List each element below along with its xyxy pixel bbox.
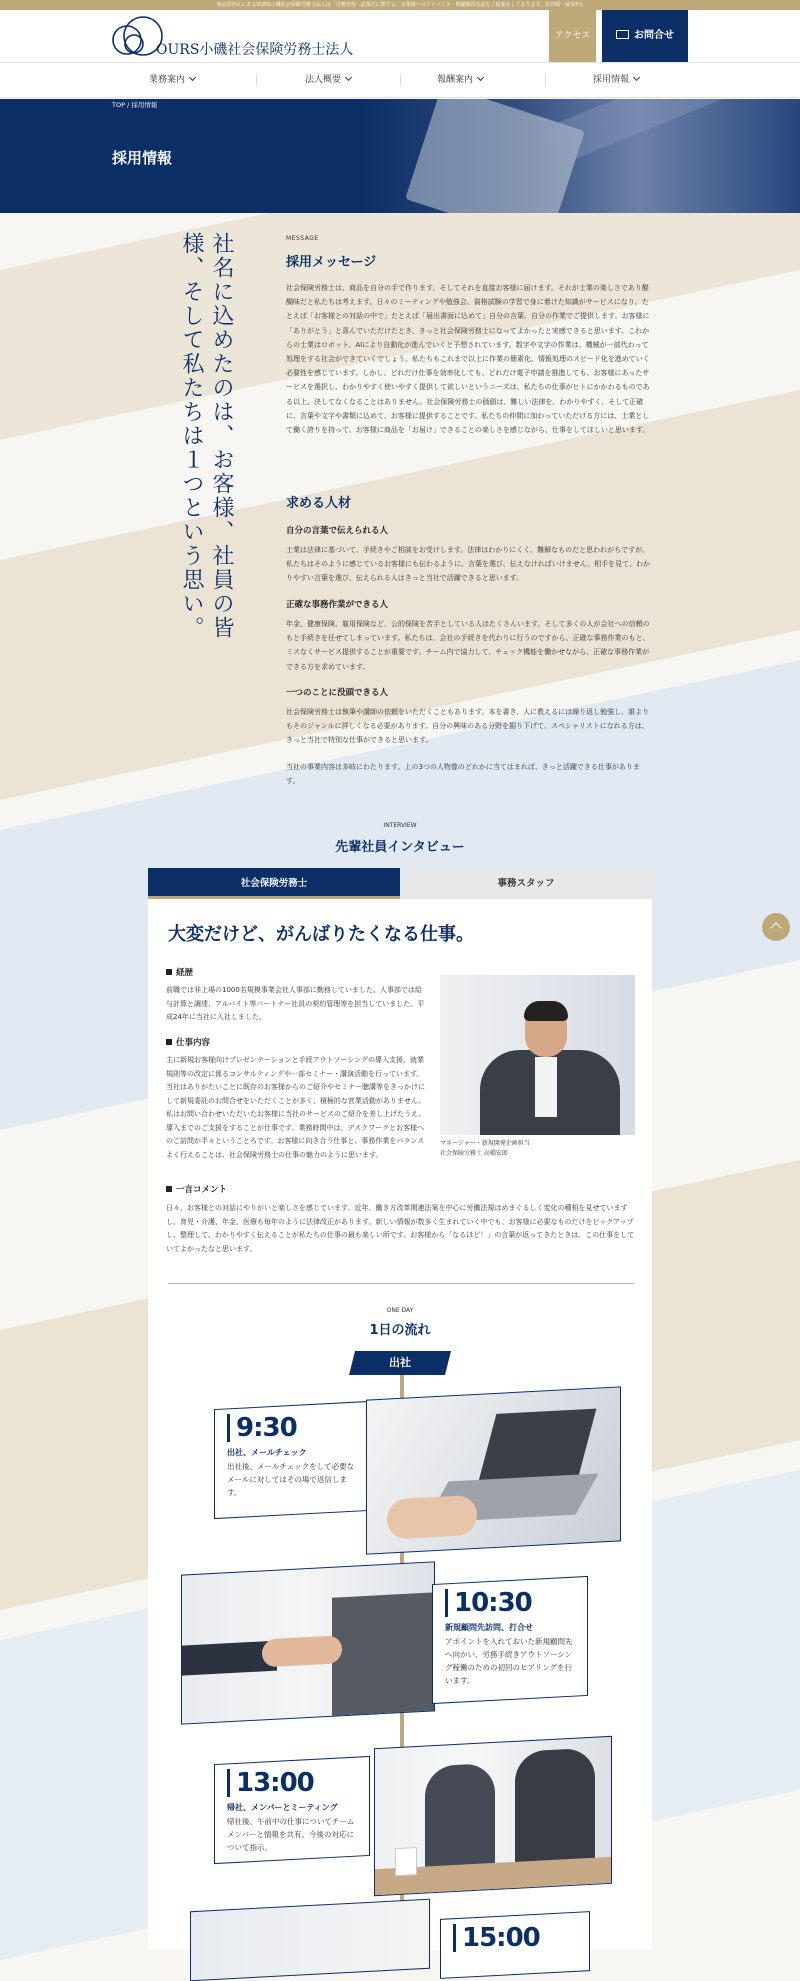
schedule-title: 帰社、メンバーとミーティング [227, 1803, 338, 1812]
contact-button[interactable] [602, 10, 688, 62]
schedule-photo [190, 1899, 430, 1981]
interview-title: 先輩社員インタビュー [335, 840, 465, 855]
wanted-closing: 当社の事業内容は多岐にわたります。上の3つの人物像のどれかに当てはまれば、きっと活躍できる仕事があります。 [286, 763, 640, 786]
logo-text[interactable]: OURS小磯社会保険労務士法人 [156, 42, 354, 58]
schedule-desc: 帰社後、午前中の仕事についてチームメンバーと情報を共有。今後の対応について指示。 [227, 1817, 355, 1852]
section-label: MESSAGE [286, 235, 319, 242]
laptop-screen [478, 1409, 597, 1485]
wanted-text: 年金、健康保険、雇用保険など、公的保険を苦手としている人はたくさんいます。そして多くの人が会社への信頼のもと手続きを任せてしまっています。私たちは、会社の手続きを代わりに行うのですから、正確な事務作業のもと、ミスなくサービス提供することが重要です。チーム内で協力して、チェック機能を働かせながら、正確な事務作業ができる方を求めています。 [286, 620, 650, 671]
access-button[interactable]: アクセス [549, 10, 596, 62]
career-text: 前職では非上場の1000名規模事業会社人事部に勤務していました。人事部では給与計算と調達、アルバイト等パートナー社員の契約管理等を担当していました。平成24年に当社に入社しました。 [166, 986, 425, 1021]
wanted-title: 求める人材 [286, 496, 352, 511]
chevron-down-icon [189, 74, 196, 81]
chevron-down-icon [477, 74, 484, 81]
site-header [0, 10, 800, 62]
hero-pen-image [545, 99, 745, 165]
schedule-box [214, 1756, 370, 1864]
nav-item-fees[interactable]: 報酬案内 [400, 63, 520, 97]
square-bullet-icon [166, 1186, 172, 1192]
schedule-time: 9:30 [227, 1414, 357, 1442]
square-bullet-icon [166, 1039, 172, 1045]
person-left [425, 1763, 495, 1877]
tab-office-staff[interactable]: 事務スタッフ [400, 868, 652, 899]
schedule-box [214, 1401, 370, 1519]
career-heading: 経歴 [166, 966, 193, 978]
schedule-desc: アポイントを入れておいた新規顧問先へ向かい、労務手続きアウトソーシング稼働のための初回のヒアリングを行います。 [445, 1637, 573, 1685]
hands [387, 1495, 477, 1540]
schedule-box [440, 1911, 590, 1979]
nav-item-recruit[interactable]: 採用情報 [556, 63, 676, 97]
section-label: ONE DAY [386, 1307, 414, 1314]
photo-caption: マネージャー・新規開発企画担当 社会保険労務士 高橋宏郎 [440, 1140, 530, 1157]
person-right [515, 1748, 595, 1872]
top-info-bar: 東京渋谷区にあるOURS小磯社会保険労務士法人は「労務管理・法規正に関する」企業様へのアドバイス・問題解決方法をご提案をしております。渋谷駅一徒歩5分 [0, 0, 800, 10]
wanted-text: 社会保険労務士は執筆や講師の依頼をいただくこともあります。本を書き、人に教えるには繰り返し勉強し、誰よりもそのジャンルに詳しくなる必要があります。自分の興味のある分野を掘り下げて、スペシャリストになれる方は、きっと当社で特別な仕事ができると思います。 [286, 708, 650, 745]
meeting-photo [374, 1736, 612, 1896]
work-heading: 仕事内容 [166, 1036, 210, 1048]
message-title: 採用メッセージ [286, 255, 377, 270]
laptop-photo [366, 1386, 621, 1554]
staff-photo [440, 975, 635, 1135]
chevron-down-icon [345, 74, 352, 81]
page-top-button[interactable] [762, 913, 790, 941]
nav-divider [256, 73, 257, 87]
envelope-icon [616, 30, 629, 39]
nav-item-services[interactable]: 業務案内 [112, 63, 232, 97]
schedule-time: 10:30 [445, 1589, 575, 1617]
contact-label: お問合せ [634, 30, 674, 41]
photo-hair [524, 1001, 568, 1021]
wanted-text: 士業は法律に基づいて、手続きやご相談をお受けします。法律はわかりにくく、難解なものだと思われがちですが、私たちはそのように感じているお客様にも伝わるように、言葉を選び、伝えなければいけません。相手を見て、わかりやすい言葉を選び、伝えられる人はきっと当社で活躍できると思います。 [286, 546, 650, 583]
cup [395, 1847, 417, 1876]
oneday-title: 1日の流れ [369, 1323, 431, 1338]
wanted-heading: 自分の言葉で伝えられる人 [286, 526, 389, 536]
schedule-title: 出社、メールチェック [227, 1448, 307, 1457]
page-title: 採用情報 [112, 149, 173, 167]
nav-item-company[interactable]: 法人概要 [268, 63, 388, 97]
section-label: INTERVIEW [383, 822, 417, 829]
arrive-badge: 出社 [349, 1351, 451, 1375]
divider [168, 1283, 634, 1284]
interview-catchphrase: 大変だけど、がんばりたくなる仕事。 [168, 924, 474, 945]
photo-shirt [535, 1057, 557, 1117]
wanted-heading: 正確な事務作業ができる人 [286, 600, 389, 610]
breadcrumb[interactable]: TOP / 採用情報 [112, 101, 158, 109]
schedule-time: 15:00 [453, 1924, 577, 1952]
global-nav [0, 62, 800, 98]
work-text: 主に新規お客様向けプレゼンテーションと手続アウトソーシングの導入支援、就業規則等の改定に係るコンサルティングや一部セミナー・講演活動を行っています。当社はありがたいことに既存のお客様からのご紹介やセミナー聴講等をきっかけにして新規委託のお問合せをいただくことが多く、積極的な営業活動がありません。私はお問い合わせいただいたお客様に当社のサービスのご紹介を差し上げたうえ、導入までのご支援をすることが仕事です。業務時間中は、デスクワークとお客様へのご訪問が半々ということろです。お客様に向き合う仕事と、事務作業をバランスよく行えることは、社会保険労務士の仕事の魅力のように思います。 [166, 1056, 426, 1159]
schedule-time: 13:00 [227, 1769, 357, 1797]
nav-divider [545, 73, 546, 87]
chevron-down-icon [633, 74, 640, 81]
suit-right [332, 1592, 435, 1718]
schedule-box [432, 1576, 588, 1704]
handshake [262, 1635, 342, 1667]
wanted-heading: 一つのことに没頭できる人 [286, 688, 389, 698]
schedule-desc: 出社後、メールチェックをして必要なメールに対してはその場で返信します。 [227, 1462, 355, 1497]
vertical-message: 社名に込めたのは、お客様、社員の皆様、そして私たちは１つという思い。 [179, 232, 234, 640]
schedule-title: 新規顧問先訪問、打合せ [445, 1623, 533, 1632]
comment-heading: 一言コメント [166, 1183, 227, 1195]
tab-sharoushi[interactable]: 社会保険労務士 [148, 868, 400, 899]
handshake-photo [181, 1561, 435, 1724]
comment-text: 日々、お客様との対話にやりがいと楽しさを感じています。近年、働き方改革関連法案を中心に労働法規はめまぐるしく変化の種相を見せていますし、育児・介護、年金、医療も毎年のように法律改正があります。新しい情報が数多く生まれていく中でも、お客様に必要なものだけをピックアップし、整理して、わかりやすく伝えることが私たちの仕事の最も楽しい所です。お客様から「なるほど！」の言葉が返ってきたときは、この仕事をしていてよかったなと思います。 [166, 1204, 635, 1253]
square-bullet-icon [166, 969, 172, 975]
message-body: 社会保険労務士は、商品を自分の手で作ります。そしてそれを直接お客様に届けます。それが士業の楽しさであり醍醐味だと私たちは考えます。日々のミーティングや勉強会、資格試験の学習で身に着けた知識がサービスになり、たとえば「お客様との対話の中で」たとえば「届出書面に込めて」自分の言葉、自分の作業でご提供します。お客様に「ありがとう」と喜んでいただけたとき、きっと社会保険労務士になってよかったと実感できると思います。これからの士業はロボット、AIにより自動化が進んでいくと予想されています。数字や文字の作業は、機械が一部代わって処理をする社会ができていくでしょう。私たちもこれまで以上に作業の簡素化、情報処理のスピード化を進めていく必要性を感じています。しかし、どれだけ仕事を効率化しても、どれだけ電子申請を推進しても、お客様にあったサービスを選択し、わかりやすく使いやすく提供して欲しいというニーズは、私たちの仕事がヒトにかかわるものである以上、決してなくなることはありません。社会保険労務士の価値は、難しい法律を、わかりやすく、そして正確に、言葉や文字や書類に込めて、お客様に提供することです。私たちの仲間に加わっていただける方には、士業として働く誇りを持って、お客様に商品を「お届け」できることの楽しさを感じながら、仕事をしてほしいと思います。 [286, 284, 650, 435]
